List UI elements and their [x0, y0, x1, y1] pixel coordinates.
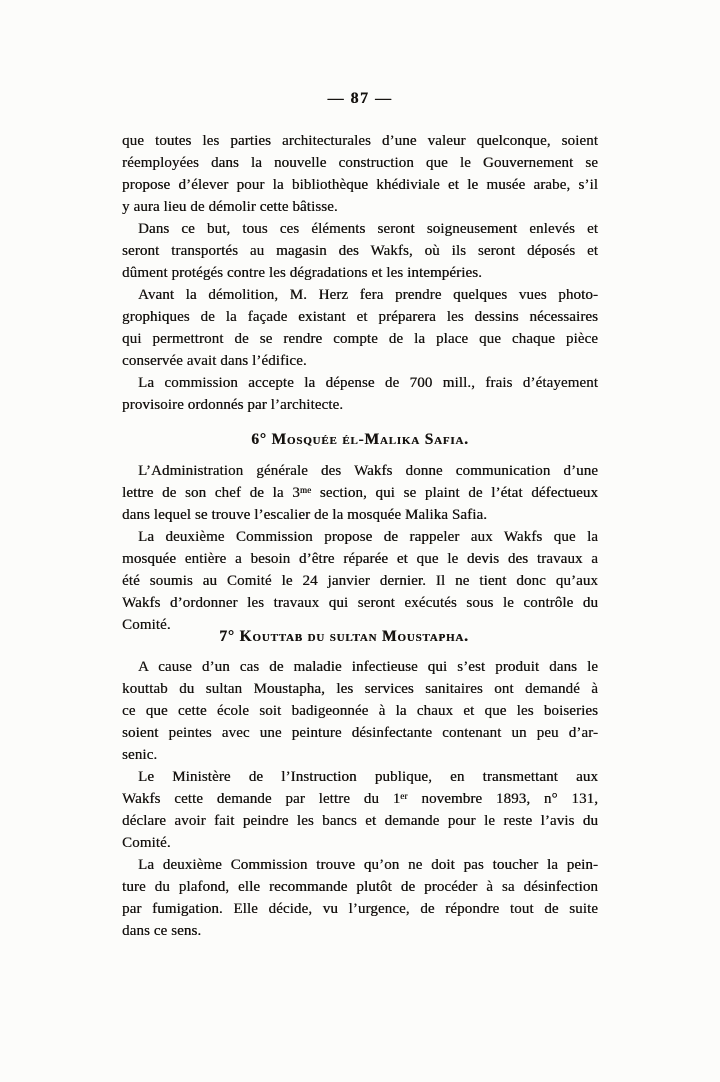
- text-line: propose d’élever pour la bibliothèque khédiviale et le musée arabe, s’il: [122, 177, 598, 193]
- text-line: conservée avait dans l’édifice.: [122, 353, 307, 369]
- text-line: lettre de son chef de la 3ᵐᵉ section, qui se plaint de l’état défectueux: [122, 485, 598, 501]
- text-line: dans lequel se trouve l’escalier de la mosquée Malika Safia.: [122, 507, 488, 523]
- text-line: Wakfs d’ordonner les travaux qui seront exécutés sous le contrôle du: [122, 595, 598, 611]
- paragraph: [122, 656, 598, 766]
- text-line: que toutes les parties architecturales d’une valeur quelconque, soient: [122, 133, 598, 149]
- paragraph: [122, 130, 598, 218]
- text-line: mosquée entière a besoin d’être réparée et que le devis des travaux a: [122, 551, 598, 567]
- text-line: y aura lieu de démolir cette bâtisse.: [122, 199, 338, 215]
- text-line: ce que cette école soit badigeonnée à la chaux et que les boiseries: [122, 703, 598, 719]
- text-line: Comité.: [122, 617, 171, 633]
- text-line: Le Ministère de l’Instruction publique, en transmettant aux: [138, 769, 598, 785]
- text-line: qui permettront de se rendre compte de la place que chaque pièce: [122, 331, 598, 347]
- paragraph: [122, 460, 598, 526]
- paragraph: [122, 854, 598, 942]
- text-line: Avant la démolition, M. Herz fera prendre quelques vues photo-: [138, 287, 598, 303]
- page-number: — 87 —: [327, 90, 393, 107]
- text-line: soient peintes avec une peinture désinfectante contenant un peu d’ar-: [122, 725, 598, 741]
- text-line: été soumis au Comité le 24 janvier dernier. Il ne tient donc qu’aux: [122, 573, 598, 589]
- text-line: Wakfs cette demande par lettre du 1ᵉʳ novembre 1893, n° 131,: [122, 791, 598, 807]
- text-line: ture du plafond, elle recommande plutôt de procéder à sa désinfection: [122, 879, 598, 895]
- text-line: Dans ce but, tous ces éléments seront soigneusement enlevés et: [138, 221, 598, 237]
- section-heading: 6° Mosquée él-Malika Safia.: [251, 431, 469, 448]
- text-line: A cause d’un cas de maladie infectieuse qui s’est produit dans le: [138, 659, 598, 675]
- text-line: par fumigation. Elle décide, vu l’urgence, de répondre tout de suite: [122, 901, 598, 917]
- paragraph: [122, 526, 598, 636]
- text-line: seront transportés au magasin des Wakfs, où ils seront déposés et: [122, 243, 598, 259]
- text-line: dûment protégés contre les dégradations et les intempéries.: [122, 265, 482, 281]
- text-line: kouttab du sultan Moustapha, les services sanitaires ont demandé à: [122, 681, 598, 697]
- text-line: La deuxième Commission propose de rappeler aux Wakfs que la: [138, 529, 598, 545]
- paragraph: [122, 372, 598, 416]
- text-line: L’Administration générale des Wakfs donne communication d’une: [138, 463, 598, 479]
- text-line: La deuxième Commission trouve qu’on ne doit pas toucher la pein-: [138, 857, 598, 873]
- paragraph: [122, 766, 598, 854]
- text-line: senic.: [122, 747, 158, 763]
- text-line: déclare avoir fait peindre les bancs et demande pour le reste l’avis du: [122, 813, 598, 829]
- paragraph: [122, 218, 598, 284]
- section-heading: 7° Kouttab du sultan Moustapha.: [219, 628, 469, 645]
- text-line: dans ce sens.: [122, 923, 202, 939]
- paragraph: [122, 284, 598, 372]
- text-line: provisoire ordonnés par l’architecte.: [122, 397, 344, 413]
- text-line: Comité.: [122, 835, 171, 851]
- page-body: [122, 130, 598, 942]
- text-line: réemployées dans la nouvelle construction que le Gouvernement se: [122, 155, 598, 171]
- text-line: grophiques de la façade existant et préparera les dessins nécessaires: [122, 309, 598, 325]
- text-line: La commission accepte la dépense de 700 mill., frais d’étayement: [138, 375, 598, 391]
